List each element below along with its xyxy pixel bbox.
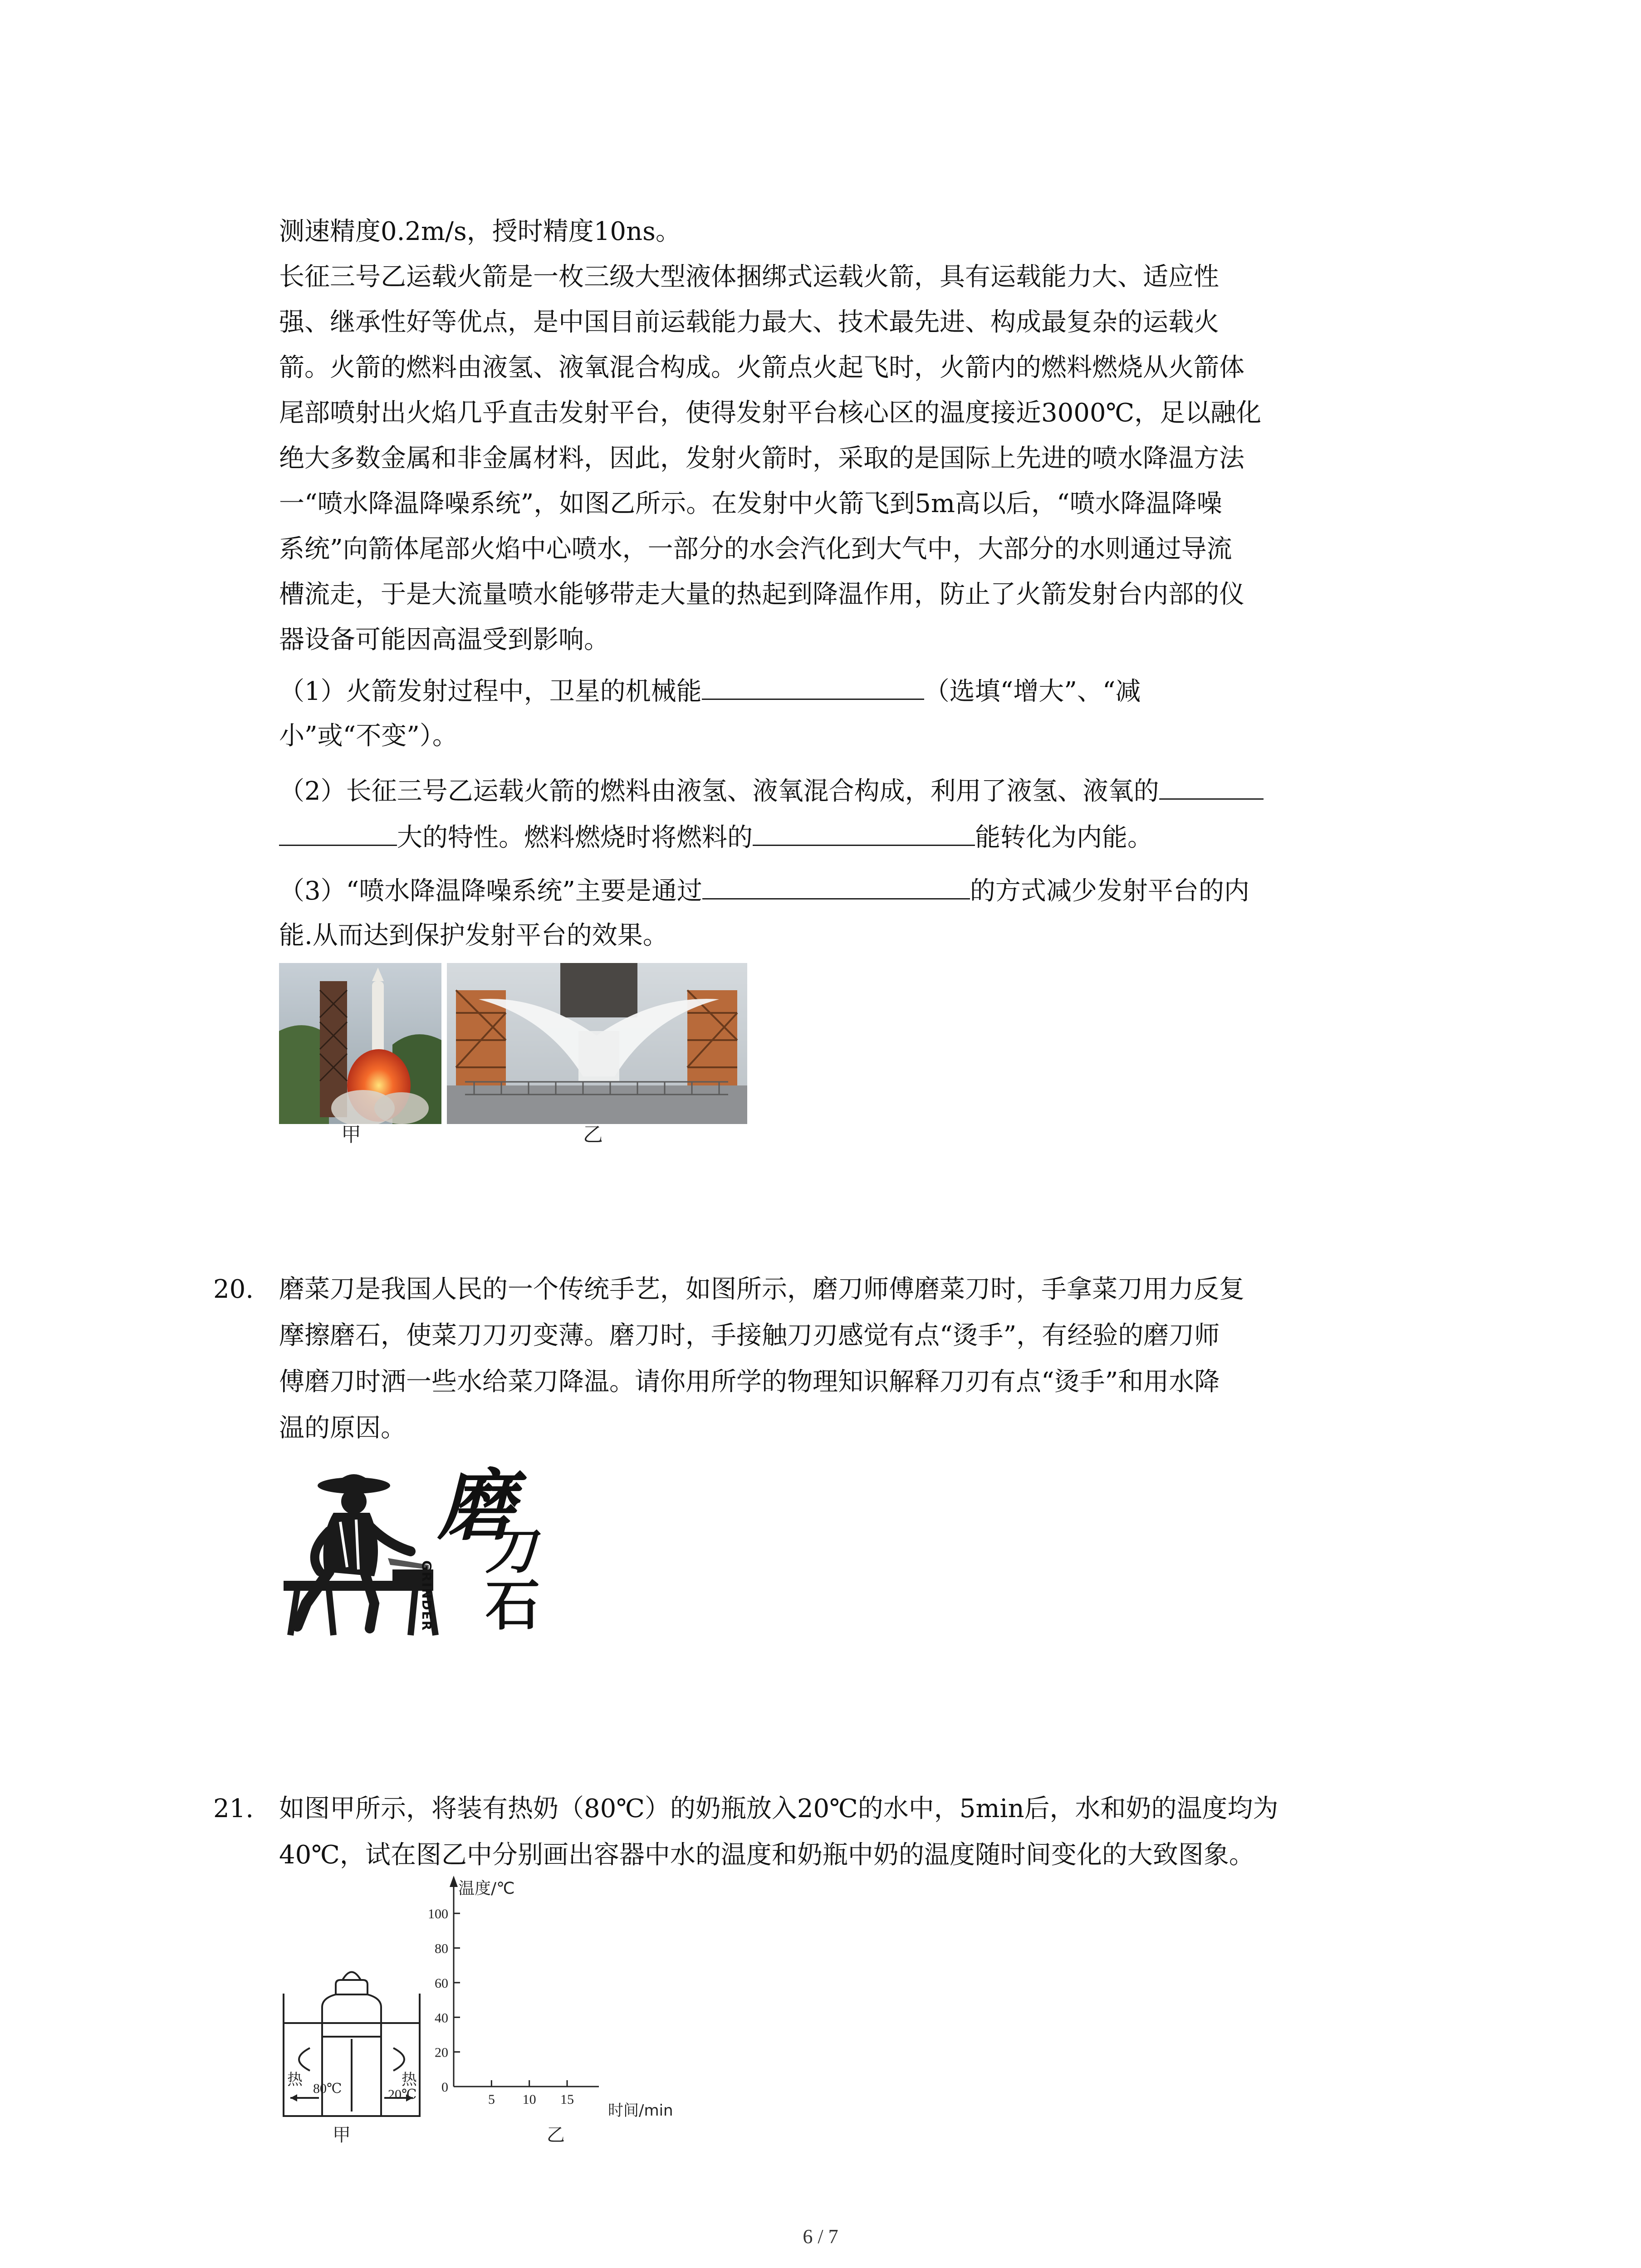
caption-jia: 甲 (341, 1123, 361, 1146)
q20-text-line: 温的原因。 (279, 1413, 406, 1443)
q19-paragraph-line: 长征三号乙运载火箭是一枚三级大型液体捆绑式运载火箭，具有运载能力大、适应性 (279, 262, 1219, 292)
q19-paragraph-line: 一“喷水降温降噪系统”，如图乙所示。在发射中火箭飞到5m高以后，“喷水降温降噪 (279, 489, 1222, 518)
logo-character-2: 刀 (485, 1522, 535, 1580)
water-deluge-photo (447, 963, 747, 1124)
x-axis-label: 时间/min (608, 2102, 673, 2120)
q19-sub2-text-a: （2）长征三号乙运载火箭的燃料由液氢、液氧混合构成，利用了液氢、液氧的 (279, 777, 1159, 806)
x-tick-label: 10 (522, 2092, 536, 2107)
y-tick-label: 60 (435, 1975, 448, 1991)
q19-sub3-text-c: 能.从而达到保护发射平台的效果。 (279, 921, 668, 950)
q20-text-line: 磨菜刀是我国人民的一个传统手艺，如图所示，磨刀师傅磨菜刀时，手拿菜刀用力反复 (279, 1275, 1244, 1304)
figure-jia-container (279, 1962, 429, 2146)
y-tick-label: 20 (435, 2045, 448, 2060)
knife-grinder-logo (279, 1461, 540, 1642)
q20-text-line: 摩擦磨石，使菜刀刀刃变薄。磨刀时，手接触刀刃感觉有点“烫手”，有经验的磨刀师 (279, 1321, 1220, 1350)
q19-paragraph-line: 强、继承性好等优点，是中国目前运载能力最大、技术最先进、构成最复杂的运载火 (279, 308, 1219, 337)
y-tick-label: 40 (435, 2010, 448, 2026)
q19-sub3-answer-blank[interactable] (702, 875, 970, 899)
q19-text-line-1: 测速精度0.2m/s，授时精度10ns。 (279, 217, 681, 246)
q19-sub1-text-a: （1）火箭发射过程中，卫星的机械能 (279, 677, 702, 706)
q19-subquestion-1 (279, 675, 1141, 707)
q19-sub1-text-b: （选填“增大”、“减 (924, 677, 1141, 706)
q19-subquestion-2-cont (279, 821, 1153, 853)
q21-text-line: 如图甲所示，将装有热奶（80℃）的奶瓶放入20℃的水中，5min后，水和奶的温度均为 (279, 1794, 1279, 1823)
q21-text-line: 40℃，试在图乙中分别画出容器中水的温度和奶瓶中奶的温度随时间变化的大致图象。 (279, 1840, 1254, 1870)
q19-sub2-text-c: 能转化为内能。 (975, 823, 1153, 852)
q19-sub2-text-b: 大的特性。燃料燃烧时将燃料的 (397, 823, 753, 852)
q19-paragraph-line: 系统”向箭体尾部火焰中心喷水，一部分的水会汽化到大气中，大部分的水则通过导流 (279, 534, 1232, 564)
x-tick-label: 5 (488, 2092, 495, 2107)
q19-sub3-text-a: （3）“喷水降温降噪系统”主要是通过 (279, 876, 702, 906)
q21-number: 21. (213, 1794, 254, 1823)
q19-sub2-answer-blank-1a[interactable] (1159, 775, 1264, 800)
q19-sub1-answer-blank[interactable] (702, 675, 924, 700)
q20-number: 20. (213, 1275, 254, 1304)
figure-yi-chart (408, 1869, 703, 2150)
milk-temperature-label: 80℃ (313, 2081, 342, 2096)
page-number: 6 / 7 (803, 2225, 838, 2248)
logo-character-3: 石 (485, 1574, 540, 1637)
rocket-launch-photo (279, 963, 441, 1124)
logo-grinder-text: GRINDER (419, 1560, 434, 1632)
y-axis-arrow (450, 1876, 458, 1887)
q19-paragraph-line: 槽流走，于是大流量喷水能够带走大量的热起到降温作用，防止了火箭发射台内部的仪 (279, 580, 1244, 609)
q19-paragraph-line: 尾部喷射出火焰几乎直击发射平台，使得发射平台核心区的温度接近3000℃，足以融化 (279, 398, 1262, 428)
heat-label-left: 热 (287, 2071, 303, 2089)
y-tick-label: 100 (428, 1906, 448, 1922)
q20-text-line: 傅磨刀时洒一些水给菜刀降温。请你用所学的物理知识解释刀刃有点“烫手”和用水降 (279, 1367, 1220, 1397)
figure-yi-caption: 乙 (547, 2125, 565, 2146)
q19-sub3-text-b: 的方式减少发射平台的内 (970, 876, 1249, 906)
q19-paragraph-line: 箭。火箭的燃料由液氢、液氧混合构成。火箭点火起飞时，火箭内的燃料燃烧从火箭体 (279, 353, 1244, 382)
figure-jia-caption: 甲 (333, 2125, 351, 2146)
q19-subquestion-3 (279, 875, 1249, 906)
q19-sub2-answer-blank-1b[interactable] (279, 821, 397, 846)
heat-label-right: 热 (402, 2071, 417, 2089)
caption-yi: 乙 (583, 1123, 603, 1146)
q19-subquestion-2 (279, 775, 1264, 807)
q19-sub2-answer-blank-2[interactable] (753, 821, 975, 846)
logo-character-1: 磨 (438, 1461, 515, 1551)
q19-sub1-text-c: 小”或“不变”）。 (279, 721, 458, 751)
q19-paragraph-line: 绝大多数金属和非金属材料，因此，发射火箭时，采取的是国际上先进的喷水降温方法 (279, 444, 1244, 473)
water-temperature-label: 20℃ (388, 2087, 417, 2102)
y-axis-label: 温度/℃ (458, 1879, 515, 1898)
y-tick-label: 0 (441, 2080, 448, 2095)
y-tick-label: 80 (435, 1941, 448, 1956)
x-tick-label: 15 (560, 2092, 574, 2107)
q19-paragraph-line: 器设备可能因高温受到影响。 (279, 625, 609, 655)
